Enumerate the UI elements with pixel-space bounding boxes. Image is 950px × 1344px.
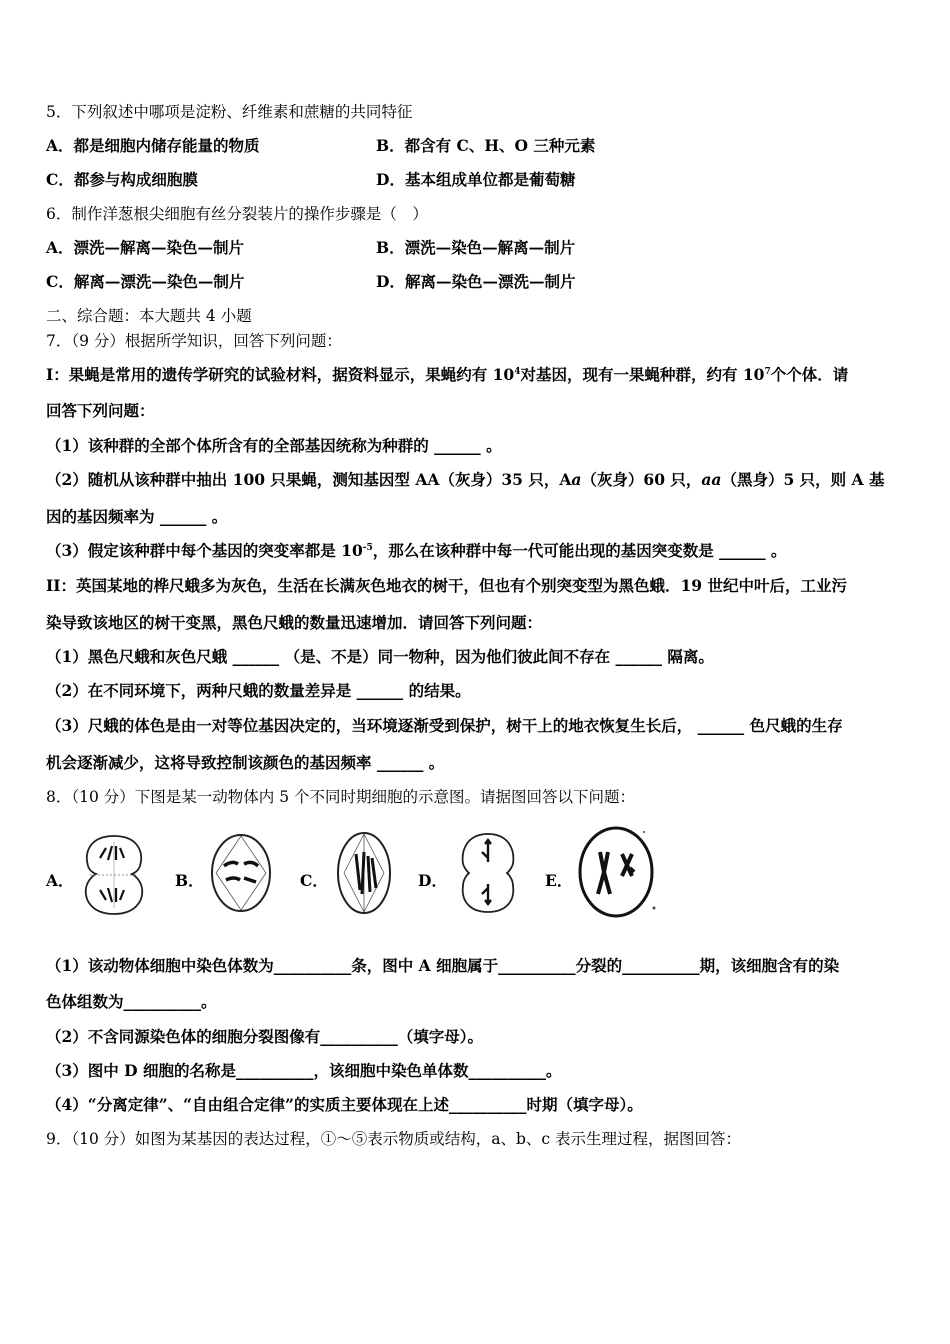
q8-sub3: （3）图中 D 细胞的名称是__________，该细胞中染色单体数__________。 xyxy=(46,1061,562,1080)
q6-stem: 6．制作洋葱根尖细胞有丝分裂装片的操作步骤是（ ） xyxy=(46,205,428,223)
q5-option-a: A．都是细胞内储存能量的物质 xyxy=(46,136,260,155)
q5-stem: 5．下列叙述中哪项是淀粉、纤维素和蔗糖的共同特征 xyxy=(46,103,413,121)
figure-label-d: D． xyxy=(418,871,447,890)
q7-part2-line2: 染导致该地区的树干变黑，黑色尺蛾的数量迅速增加．请回答下列问题： xyxy=(46,613,543,632)
cell-b-diagram xyxy=(208,832,274,914)
section-heading: 二、综合题：本大题共 4 小题 xyxy=(46,307,252,325)
q7-sub2-line1: （2）随机从该种群中抽出 100 只果蝇，测知基因型 AA（灰身）35 只，Aa（灰身）60 只，aa（黑身）5 只，则 A 基 xyxy=(46,470,885,489)
q6-option-b: B．漂洗—染色—解离—制片 xyxy=(376,238,576,257)
q5-option-c: C．都参与构成细胞膜 xyxy=(46,170,198,189)
q9-stem: 9．（10 分）如图为某基因的表达过程，①～⑤表示物质或结构，a、b、c 表示生理过程，据图回答： xyxy=(46,1130,742,1148)
q7-sub3: （3）假定该种群中每个基因的突变率都是 $10^{-5}$，那么在该种群中每一代可能出现的基因突变数是 ______ 。 xyxy=(46,541,787,560)
figure-label-b: B． xyxy=(175,871,204,890)
q6-option-c: C．解离—漂洗—染色—制片 xyxy=(46,272,245,291)
q7-sub1: （1）该种群的全部个体所含有的全部基因统称为种群的 ______ 。 xyxy=(46,436,502,455)
q7-part2-line1: II：英国某地的桦尺蛾多为灰色，生活在长满灰色地衣的树干，但也有个别突变型为黑色蛾．19 世纪中叶后，工业污 xyxy=(46,576,847,595)
q8-sub4: （4）“分离定律”、“自由组合定律”的实质主要体现在上述__________时期（填字母）。 xyxy=(46,1095,643,1114)
q7-part2-sub3-line2: 机会逐渐减少，这将导致控制该颜色的基因频率 ______ 。 xyxy=(46,753,445,772)
figure-label-c: C． xyxy=(300,871,328,890)
cell-e-diagram xyxy=(574,824,660,920)
q8-sub1-line2: 色体组数为__________。 xyxy=(46,992,217,1011)
q7-part2-sub1: （1）黑色尺蛾和灰色尺蛾 ______ （是、不是）同一物种，因为他们彼此间不存在 ______ 隔离。 xyxy=(46,647,714,666)
q7-sub2-line2: 因的基因频率为 ______ 。 xyxy=(46,507,228,526)
q5-option-d: D．基本组成单位都是葡萄糖 xyxy=(376,170,576,189)
q6-option-a: A．漂洗—解离—染色—制片 xyxy=(46,238,245,257)
figure-label-a: A． xyxy=(46,871,74,890)
q7-part2-sub3-line1: （3）尺蛾的体色是由一对等位基因决定的，当环境逐渐受到保护，树干上的地衣恢复生长后， ______ 色尺蛾的生存 xyxy=(46,716,843,735)
cell-d-diagram xyxy=(455,830,521,916)
q7-part2-sub2: （2）在不同环境下，两种尺蛾的数量差异是 ______ 的结果。 xyxy=(46,681,471,700)
q8-stem: 8．（10 分）下图是某一动物体内 5 个不同时期细胞的示意图。请据图回答以下问题： xyxy=(46,788,635,806)
q5-option-b: B．都含有 C、H、O 三种元素 xyxy=(376,136,596,155)
q6-option-d: D．解离—染色—漂洗—制片 xyxy=(376,272,576,291)
cell-c-diagram xyxy=(334,830,394,916)
cell-a-anaphase-diagram xyxy=(80,830,148,918)
q8-sub1-line1: （1）该动物体细胞中染色体数为__________条，图中 A 细胞属于__________分裂的__________期，该细胞含有的染 xyxy=(46,956,840,975)
figure-label-e: E． xyxy=(545,871,573,890)
q7-stem: 7．（9 分）根据所学知识，回答下列问题： xyxy=(46,332,342,350)
q7-part1-line2: 回答下列问题： xyxy=(46,401,155,420)
q8-sub2: （2）不含同源染色体的细胞分裂图像有__________（填字母）。 xyxy=(46,1027,484,1046)
q7-part1-line1: I：果蝇是常用的遗传学研究的试验材料，据资料显示，果蝇约有 $10^4$对基因，现有一果蝇种群，约有 $10^7$个个体．请 xyxy=(46,365,849,384)
